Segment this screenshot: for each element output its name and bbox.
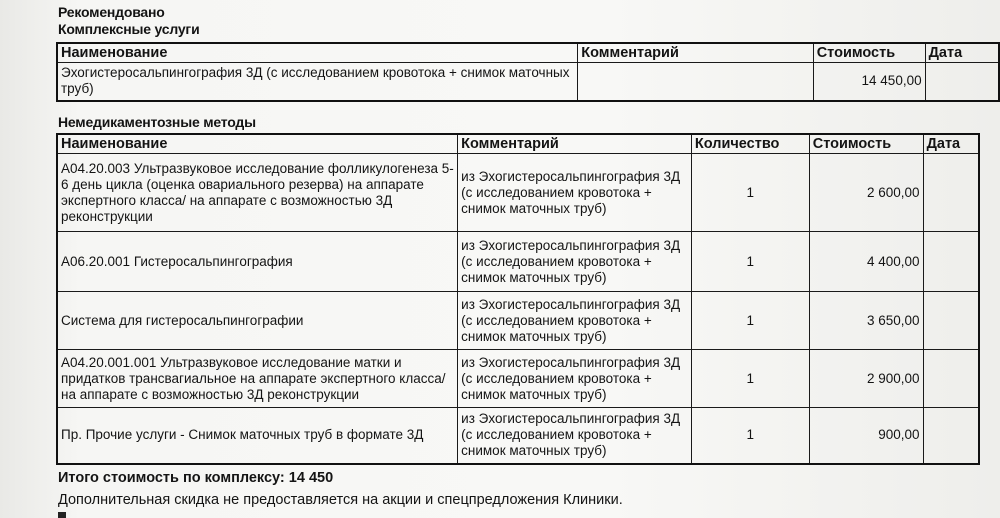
table-row <box>57 154 979 232</box>
section-complex-heading: Комплексные услуги <box>58 21 200 37</box>
cell-quantity: 1 <box>691 154 809 232</box>
cell-name: Система для гистеросальпингографии <box>57 292 458 350</box>
cell-comment: из Эхогистеросальпингография 3Д (с исследованием кровотока + снимок маточных труб) <box>458 292 692 350</box>
cell-comment: из Эхогистеросальпингография 3Д (с исследованием кровотока + снимок маточных труб) <box>458 232 692 292</box>
cell-comment: из Эхогистеросальпингография 3Д (с исследованием кровотока + снимок маточных труб) <box>458 154 692 232</box>
column-header-cost: Стоимость <box>809 134 923 154</box>
cell-name: A06.20.001 Гистеросальпингография <box>57 232 458 292</box>
cell-quantity: 1 <box>691 408 809 464</box>
cell-cost: 4 400,00 <box>809 232 923 292</box>
column-header-date: Дата <box>923 134 979 154</box>
cell-date <box>923 232 979 292</box>
cell-name: A04.20.001.001 Ультразвуковое исследование матки и придатков трансвагиальное на аппарате экспертного класса/ на аппарате с возможностью 3Д реконструкции <box>57 350 458 408</box>
section-recommended-heading: Рекомендовано <box>58 4 165 20</box>
cell-name: A04.20.003 Ультразвуковое исследование фолликулогенеза 5-6 день цикла (оценка овариального резерва) на аппарате экспертного класса/ на аппарате с возможностью 3Д реконструкции <box>57 154 458 232</box>
cell-cost: 14 450,00 <box>813 63 925 101</box>
cell-quantity: 1 <box>691 232 809 292</box>
cell-date <box>923 408 979 464</box>
section-non-drug-heading: Немедикаментозные методы <box>58 114 256 130</box>
cell-cost: 2 600,00 <box>809 154 923 232</box>
column-header-name: Наименование <box>57 43 578 63</box>
table-row <box>57 292 979 350</box>
column-header-comment: Комментарий <box>578 43 813 63</box>
cell-quantity: 1 <box>691 292 809 350</box>
cell-date <box>923 154 979 232</box>
cell-cost: 900,00 <box>809 408 923 464</box>
table-header-row <box>57 134 979 154</box>
complex-services-table <box>56 42 1000 102</box>
column-header-date: Дата <box>925 43 999 63</box>
cell-cost: 3 650,00 <box>809 292 923 350</box>
cell-cost: 2 900,00 <box>809 350 923 408</box>
column-header-comment: Комментарий <box>458 134 692 154</box>
cell-comment: из Эхогистеросальпингография 3Д (с исследованием кровотока + снимок маточных труб) <box>458 408 692 464</box>
cell-date <box>923 350 979 408</box>
non-drug-methods-table <box>56 133 980 465</box>
table-header-row <box>57 43 999 63</box>
table-row <box>57 408 979 464</box>
cropped-text-fragment <box>58 512 66 518</box>
complex-total: Итого стоимость по комплексу: 14 450 <box>58 470 334 486</box>
column-header-quantity: Количество <box>691 134 809 154</box>
cell-date <box>923 292 979 350</box>
cell-comment: из Эхогистеросальпингография 3Д (с исследованием кровотока + снимок маточных труб) <box>458 350 692 408</box>
cell-name: Пр. Прочие услуги - Снимок маточных труб в формате 3Д <box>57 408 458 464</box>
table-row <box>57 63 999 101</box>
discount-note: Дополнительная скидка не предоставляется на акции и спецпредложения Клиники. <box>58 492 623 508</box>
table-row <box>57 350 979 408</box>
column-header-name: Наименование <box>57 134 458 154</box>
cell-comment <box>578 63 813 101</box>
column-header-cost: Стоимость <box>813 43 925 63</box>
cell-date <box>925 63 999 101</box>
table-row <box>57 232 979 292</box>
cell-name: Эхогистеросальпингография 3Д (с исследованием кровотока + снимок маточных труб) <box>57 63 578 101</box>
cell-quantity: 1 <box>691 350 809 408</box>
